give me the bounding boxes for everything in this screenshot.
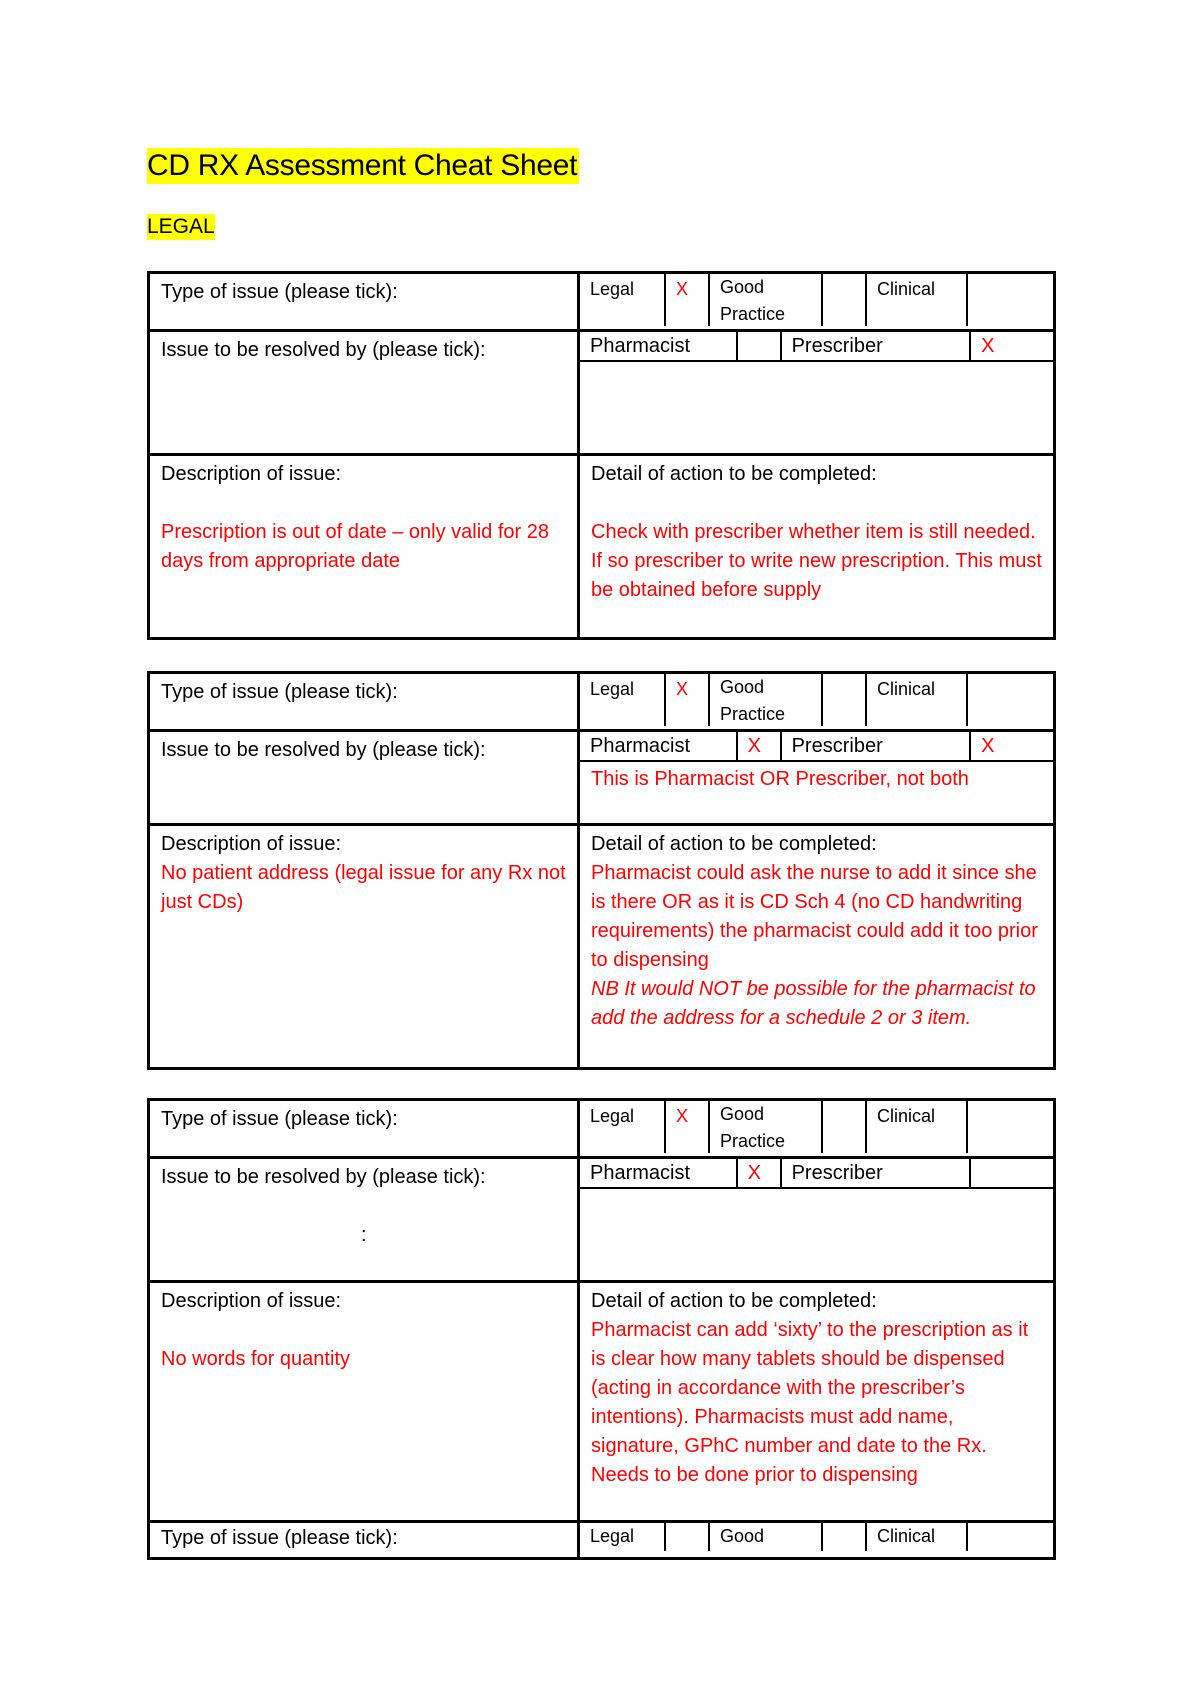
- clinical-tick[interactable]: [968, 274, 1050, 326]
- description-cell: [149, 1282, 579, 1522]
- prescriber-tick[interactable]: X: [981, 735, 995, 757]
- clinical-tick[interactable]: [968, 1101, 1050, 1153]
- legal-tick[interactable]: X: [666, 1101, 710, 1153]
- action-cell: [579, 825, 1055, 1069]
- type-tick-row: [579, 273, 1055, 331]
- clinical-label: Clinical: [867, 1523, 968, 1551]
- good-label: Good: [710, 1523, 823, 1551]
- good-practice-tick[interactable]: [823, 1523, 867, 1551]
- pharmacist-label: Pharmacist: [580, 1159, 738, 1187]
- resolved-by-colon: :: [361, 1224, 367, 1246]
- legal-label: Legal: [580, 1523, 666, 1551]
- section-heading: LEGAL: [147, 215, 215, 238]
- resolved-by-cell: [579, 331, 1055, 455]
- legal-label: Legal: [580, 674, 666, 726]
- description-text: Prescription is out of date – only valid for 28 days from appropriate date: [161, 521, 549, 572]
- type-tick-row: [579, 1100, 1055, 1158]
- legal-tick[interactable]: X: [666, 274, 710, 326]
- description-label: Description of issue:: [161, 833, 342, 855]
- resolved-by-cell: [579, 1158, 1055, 1282]
- type-of-issue-label: Type of issue (please tick):: [149, 1522, 579, 1559]
- clinical-label: Clinical: [867, 674, 968, 726]
- description-text: No patient address (legal issue for any Rx not just CDs): [161, 862, 566, 913]
- legal-tick[interactable]: X: [666, 674, 710, 726]
- legal-label: Legal: [580, 274, 666, 326]
- type-tick-row: [579, 1522, 1055, 1559]
- pharmacist-label: Pharmacist: [580, 732, 738, 760]
- resolved-by-label: Issue to be resolved by (please tick):: [161, 1166, 486, 1188]
- description-label: Description of issue:: [161, 1290, 342, 1312]
- action-text: Pharmacist can add ‘sixty’ to the prescription as it is clear how many tablets should be dispensed (acting in accordance with the prescriber’s intentions). Pharmacists must add name, signature, GPhC number and date to the Rx. Needs to be done prior to dispensing: [591, 1319, 1029, 1486]
- legal-tick[interactable]: [666, 1523, 710, 1551]
- document-title: CD RX Assessment Cheat Sheet: [147, 149, 578, 182]
- issue-table-2: [147, 671, 1056, 1070]
- good-practice-tick[interactable]: [823, 1101, 867, 1153]
- resolved-by-cell-left: [149, 1158, 579, 1282]
- resolve-note: [580, 362, 1053, 368]
- good-practice-tick[interactable]: [823, 674, 867, 726]
- resolved-by-label: Issue to be resolved by (please tick):: [149, 731, 579, 825]
- pharmacist-tick[interactable]: X: [738, 1159, 782, 1187]
- prescriber-label: Prescriber: [782, 1159, 972, 1187]
- action-text: Check with prescriber whether item is still needed. If so prescriber to write new prescription. This must be obtained before supply: [591, 521, 1042, 601]
- legal-label: Legal: [580, 1101, 666, 1153]
- type-of-issue-label: Type of issue (please tick):: [149, 1100, 579, 1158]
- issue-table-1: [147, 271, 1056, 640]
- type-of-issue-label: Type of issue (please tick):: [149, 673, 579, 731]
- detail-label: Detail of action to be completed:: [591, 1290, 877, 1312]
- action-cell: [579, 1282, 1055, 1522]
- prescriber-label: Prescriber: [782, 732, 972, 760]
- description-cell: [149, 455, 579, 639]
- prescriber-label: Prescriber: [782, 332, 972, 360]
- clinical-tick[interactable]: [968, 1523, 1050, 1551]
- prescriber-tick[interactable]: X: [981, 335, 995, 357]
- action-cell: [579, 455, 1055, 639]
- good-practice-label: Good Practice: [710, 1101, 823, 1153]
- action-text: Pharmacist could ask the nurse to add it since she is there OR as it is CD Sch 4 (no CD handwriting requirements) the pharmacist could add it too prior to dispensing: [591, 862, 1038, 971]
- good-practice-label: Good Practice: [710, 274, 823, 326]
- pharmacist-tick[interactable]: [738, 332, 782, 360]
- resolved-by-cell: [579, 731, 1055, 825]
- type-tick-row: [579, 673, 1055, 731]
- action-note: NB It would NOT be possible for the pharmacist to add the address for a schedule 2 or 3 item.: [591, 978, 1036, 1029]
- good-practice-tick[interactable]: [823, 274, 867, 326]
- issue-table-3: [147, 1098, 1056, 1560]
- description-text: No words for quantity: [161, 1348, 350, 1370]
- prescriber-tick[interactable]: [971, 1159, 1053, 1187]
- detail-label: Detail of action to be completed:: [591, 833, 877, 855]
- resolved-by-label: Issue to be resolved by (please tick):: [149, 331, 579, 455]
- description-label: Description of issue:: [161, 463, 342, 485]
- clinical-label: Clinical: [867, 274, 968, 326]
- clinical-label: Clinical: [867, 1101, 968, 1153]
- description-cell: [149, 825, 579, 1069]
- type-of-issue-label: Type of issue (please tick):: [149, 273, 579, 331]
- detail-label: Detail of action to be completed:: [591, 463, 877, 485]
- clinical-tick[interactable]: [968, 674, 1050, 726]
- pharmacist-label: Pharmacist: [580, 332, 738, 360]
- resolve-note: This is Pharmacist OR Prescriber, not both: [591, 768, 969, 790]
- pharmacist-tick[interactable]: X: [738, 732, 782, 760]
- good-practice-label: Good Practice: [710, 674, 823, 726]
